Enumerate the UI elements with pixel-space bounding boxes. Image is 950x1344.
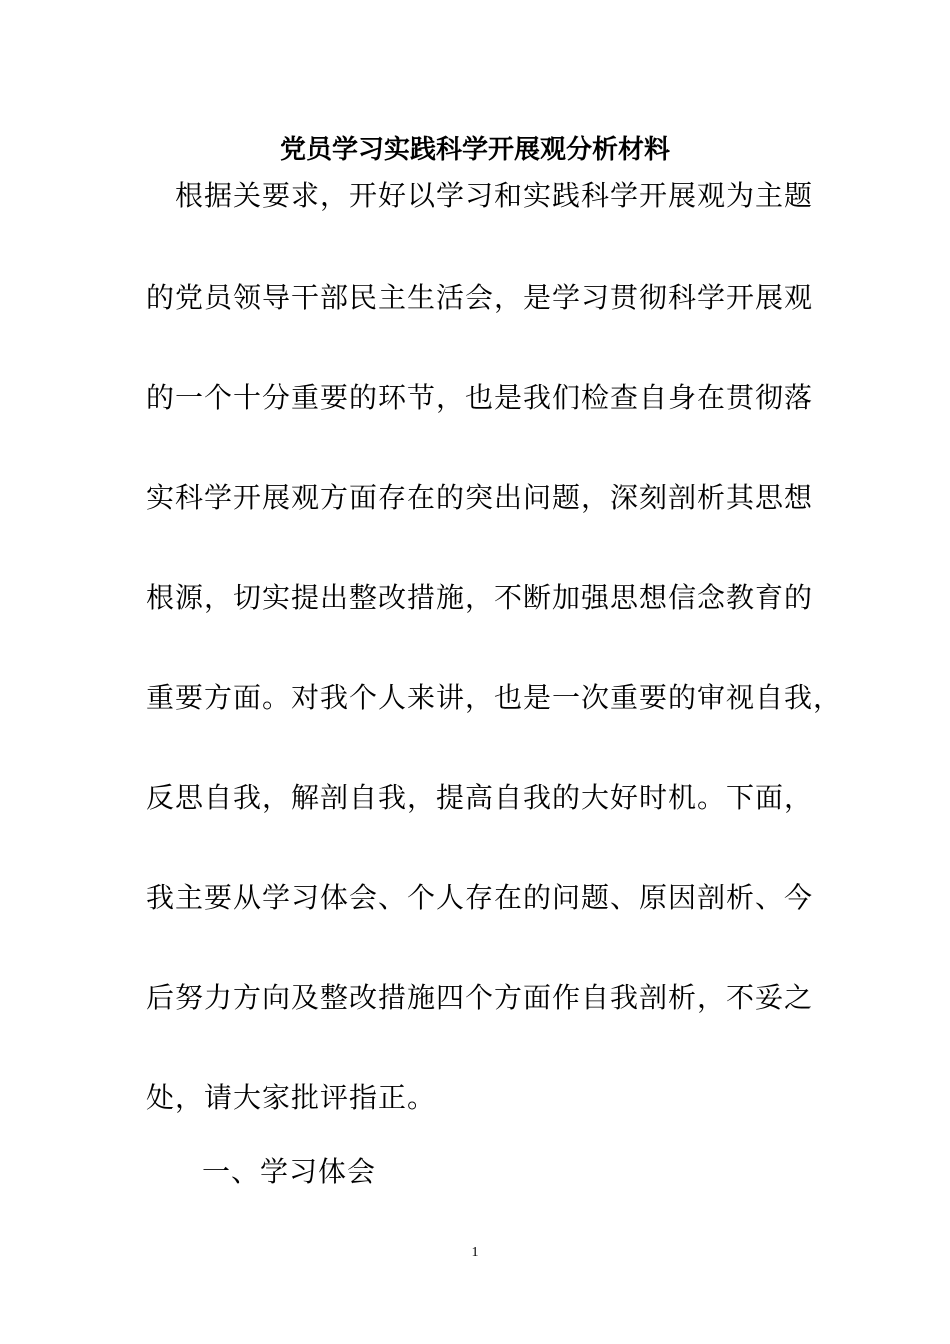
page-number: 1 bbox=[471, 1245, 479, 1260]
paragraph-line: 处，请大家批评指正。 bbox=[146, 1081, 437, 1114]
paragraph-line: 后努力方向及整改措施四个方面作自我剖析，不妥之 bbox=[146, 981, 814, 1014]
section-heading: 一、学习体会 bbox=[202, 1155, 377, 1188]
document-title: 党员学习实践科学开展观分析材料 bbox=[279, 135, 670, 165]
paragraph-line: 根源，切实提出整改措施，不断加强思想信念教育的 bbox=[146, 581, 814, 614]
paragraph-line: 我主要从学习体会、个人存在的问题、原因剖析、今 bbox=[146, 881, 814, 914]
paragraph-line: 实科学开展观方面存在的突出问题，深刻剖析其思想 bbox=[146, 481, 814, 514]
paragraph-line: 重要方面。对我个人来讲，也是一次重要的审视自我， bbox=[146, 681, 843, 714]
paragraph-line: 的一个十分重要的环节，也是我们检查自身在贯彻落 bbox=[146, 381, 814, 414]
paragraph-line: 根据关要求，开好以学习和实践科学开展观为主题 bbox=[175, 179, 814, 212]
paragraph-line: 的党员领导干部民主生活会，是学习贯彻科学开展观 bbox=[146, 281, 814, 314]
paragraph-line: 反思自我，解剖自我，提高自我的大好时机。下面， bbox=[146, 781, 814, 814]
